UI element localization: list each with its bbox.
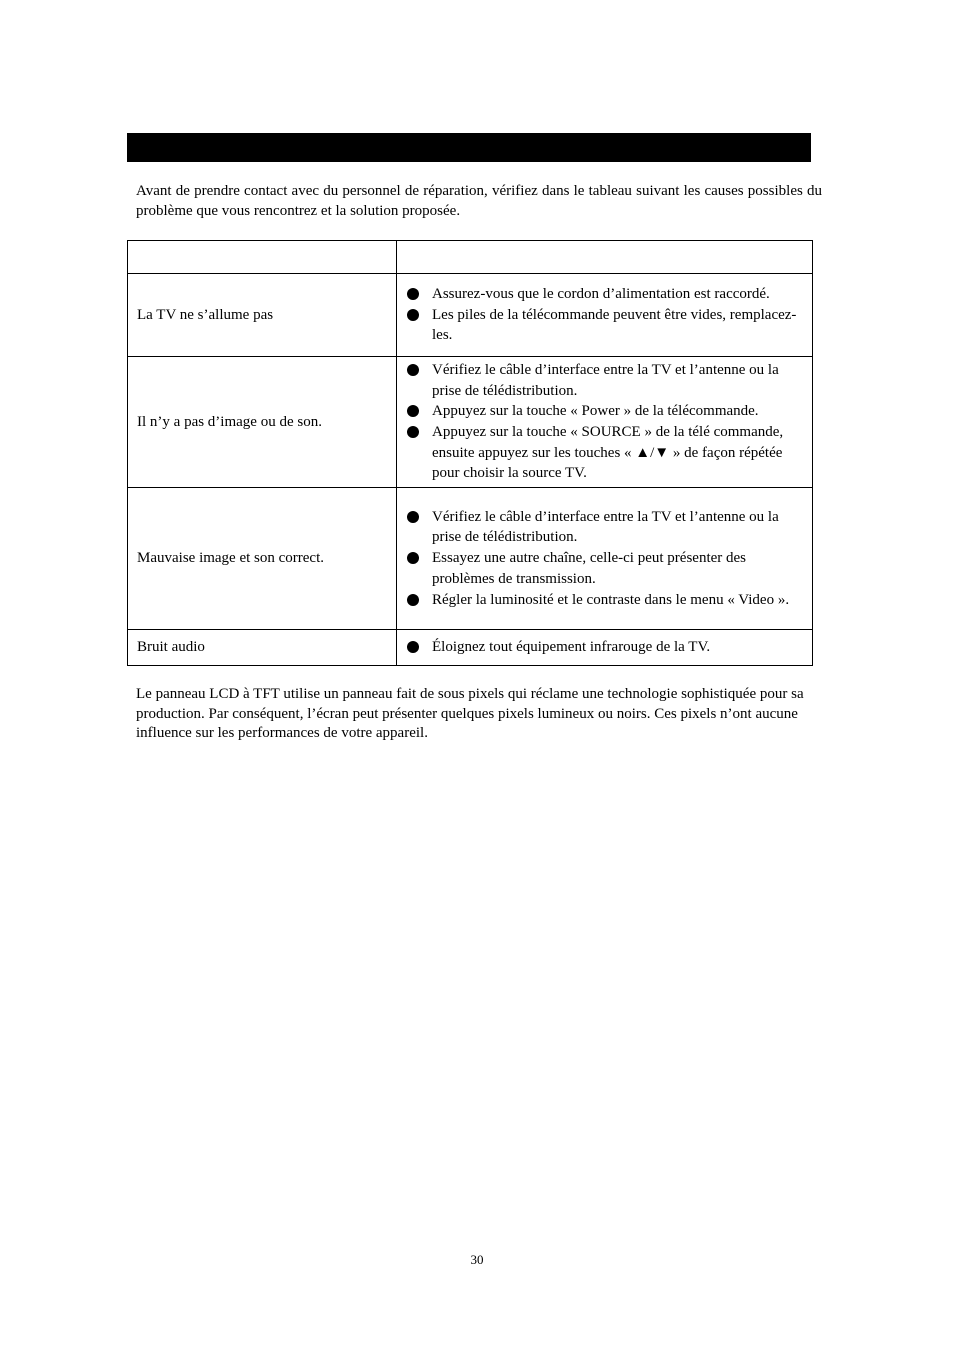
table-row — [128, 630, 813, 666]
header-problem — [128, 241, 397, 274]
solution-item: Assurez-vous que le cordon d’alimentation est raccordé. — [397, 284, 812, 305]
solution-item: Vérifiez le câble d’interface entre la TV et l’antenne ou la prise de télédistribution. — [397, 507, 812, 548]
problem-cell: La TV ne s’allume pas — [128, 274, 397, 357]
section-title-bar — [127, 133, 811, 162]
table-row — [128, 357, 813, 488]
bullet-icon — [407, 552, 419, 564]
bullet-icon — [407, 309, 419, 321]
bullet-icon — [407, 511, 419, 523]
bullet-icon — [407, 405, 419, 417]
bullet-icon — [407, 288, 419, 300]
bullet-icon — [407, 641, 419, 653]
solution-item: Essayez une autre chaîne, celle-ci peut présenter des problèmes de transmission. — [397, 548, 812, 589]
lcd-note-paragraph: Le panneau LCD à TFT utilise un panneau fait de sous pixels qui réclame une technologie sophistiquée pour sa production. Par conséquent, l’écran peut présenter quelques pixels lumineux ou noirs. Ces pixels n’ont aucune influence sur les performances de votre appareil. — [136, 686, 804, 742]
solution-item: Vérifiez le câble d’interface entre la TV et l’antenne ou la prise de télédistribution. — [397, 360, 812, 401]
problem-cell: Bruit audio — [128, 630, 397, 666]
troubleshooting-table — [127, 240, 813, 666]
solution-item: Appuyez sur la touche « SOURCE » de la télé commande, ensuite appuyez sur les touches « ▲/▼ » de façon répétée pour choisir la source TV. — [397, 422, 812, 484]
solution-list — [397, 284, 812, 346]
table-header-row — [128, 241, 813, 274]
solution-list — [397, 637, 812, 658]
solution-cell — [397, 357, 813, 488]
solution-cell — [397, 274, 813, 357]
problem-cell: Il n’y a pas d’image ou de son. — [128, 357, 397, 488]
problem-cell: Mauvaise image et son correct. — [128, 488, 397, 630]
header-solution — [397, 241, 813, 274]
solution-list — [397, 360, 812, 484]
solution-cell — [397, 630, 813, 666]
solution-cell — [397, 488, 813, 630]
intro-paragraph: Avant de prendre contact avec du personnel de réparation, vérifiez dans le tableau suivant les causes possibles du problème que vous rencontrez et la solution proposée. — [136, 183, 822, 219]
bullet-icon — [407, 426, 419, 438]
bullet-icon — [407, 364, 419, 376]
solution-item: Appuyez sur la touche « Power » de la télécommande. — [397, 401, 812, 422]
bullet-icon — [407, 594, 419, 606]
solution-item: Régler la luminosité et le contraste dans le menu « Video ». — [397, 590, 812, 611]
solution-item: Éloignez tout équipement infrarouge de la TV. — [397, 637, 812, 658]
table-row — [128, 488, 813, 630]
page-number: 30 — [470, 1252, 484, 1267]
solution-item: Les piles de la télécommande peuvent être vides, remplacez-les. — [397, 305, 812, 346]
table-row — [128, 274, 813, 357]
solution-list — [397, 507, 812, 611]
